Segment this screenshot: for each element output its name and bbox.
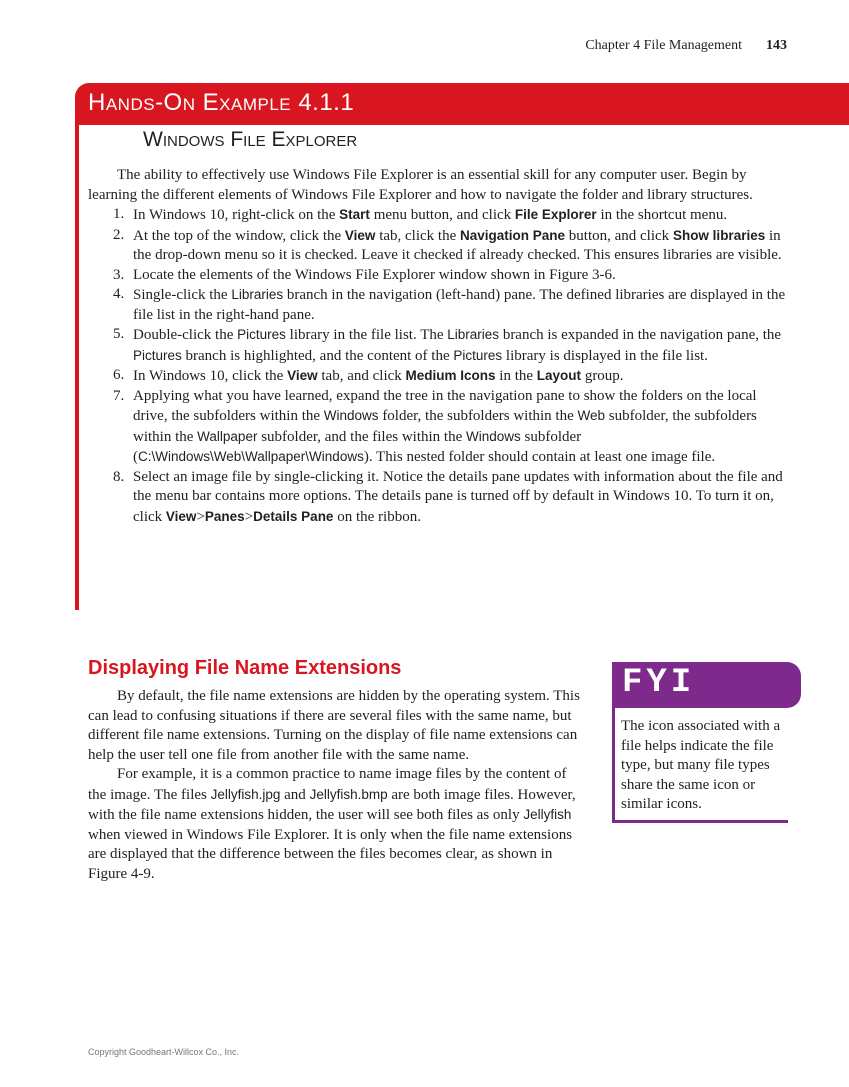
text-run: branch is highlighted, and the content of the	[181, 347, 454, 364]
text-run: branch in the navigation (left-hand) pane. The defined libraries are displayed in the file list in the right-hand pane.	[133, 287, 786, 323]
step-number: 5.	[113, 326, 125, 342]
section-paragraph	[88, 687, 586, 765]
page-number: 143	[766, 38, 787, 53]
fyi-text: The icon associated with a file helps indicate the file type, but many file types share the same icon or similar icons.	[621, 718, 781, 812]
text-run: on the ribbon.	[333, 508, 421, 525]
intro-paragraph: The ability to effectively use Windows File Explorer is an essential skill for any computer user. Begin by learning the different elements of Windows File Explorer and how to navigate the folder and library structures.	[88, 167, 753, 203]
path-term: Jellyfish.jpg	[210, 786, 281, 802]
ui-term: View	[165, 508, 197, 524]
step-item	[88, 226, 788, 266]
path-term: Web	[577, 408, 606, 423]
path-term: Windows	[323, 408, 379, 423]
step-number: 7.	[113, 387, 125, 404]
path-term: Pictures	[453, 347, 503, 363]
text-run: >	[244, 508, 254, 525]
example-body	[88, 166, 788, 527]
step-number: 4.	[113, 286, 125, 302]
banner-title: Hands-On Example 4.1.1	[88, 89, 355, 116]
step-number: 6.	[113, 367, 125, 383]
text-run: In Windows 10, click the	[133, 368, 288, 384]
path-term: Libraries	[231, 287, 284, 302]
text-run: >	[196, 508, 205, 525]
fyi-title: FYI	[622, 664, 696, 702]
fyi-header	[612, 662, 801, 708]
ui-term: File Explorer	[514, 207, 597, 222]
example-subtitle: Windows File Explorer	[143, 128, 358, 151]
text-run: Double-click the	[133, 327, 238, 343]
ui-term: Start	[339, 207, 370, 222]
text-run: tab, and click	[317, 368, 406, 384]
ui-term: Navigation Pane	[460, 227, 566, 243]
text-run: At the top of the window, click the	[133, 227, 345, 244]
text-run: library in the file list. The	[285, 327, 448, 343]
fyi-bottom-rule	[612, 820, 788, 823]
steps-list	[88, 205, 788, 527]
text-run: folder, the subfolders within the	[378, 408, 578, 424]
step-item	[88, 366, 788, 387]
text-run: ). This nested folder should contain at least one image file.	[363, 449, 716, 465]
step-item	[88, 205, 788, 226]
step-item	[88, 266, 788, 286]
copyright-footer: Copyright Goodheart-Willcox Co., Inc.	[88, 1047, 240, 1057]
text-run: Single-click the	[133, 287, 232, 303]
step-item	[88, 387, 788, 468]
step-item	[88, 325, 788, 366]
step-number: 8.	[113, 468, 125, 485]
ui-term: Show libraries	[672, 227, 766, 243]
chapter-title: Chapter 4 File Management	[585, 38, 742, 53]
text-run: tab, click the	[375, 227, 460, 244]
path-term: Jellyfish.bmp	[309, 786, 388, 802]
step-item	[88, 468, 788, 528]
text-run: button, and click	[565, 227, 673, 244]
text-run: In Windows 10, right-click on the	[133, 207, 340, 223]
ui-term: View	[344, 227, 376, 243]
text-run: group.	[581, 368, 624, 384]
text-run: in the	[495, 368, 537, 384]
text-run: subfolder (	[133, 428, 582, 465]
text-run: subfolder, the subfolders within the	[133, 408, 757, 445]
text-run: By default, the file name extensions are hidden by the operating system. This can lead to confusing situations if there are several files with the same name, but different file name extensions. Turning on the display of file name extensions can help the user tell one file from another file with the same name.	[88, 688, 580, 763]
text-run: library is displayed in the file list.	[502, 347, 708, 364]
step-number: 1.	[113, 206, 125, 222]
text-run: Applying what you have learned, expand the tree in the navigation pane to show the folders on the local drive, the subfolders within the	[133, 387, 757, 424]
text-run: subfolder, and the files within the	[257, 428, 466, 445]
path-term: Wallpaper	[197, 428, 258, 444]
text-run: and	[280, 786, 310, 803]
text-run: when viewed in Windows File Explorer. It is only when the file name extensions are displayed that the difference between the files becomes clear, as shown in Figure 4-9.	[88, 826, 573, 882]
text-run: For example, it is a common practice to name image files by the content of the image. The files	[88, 766, 567, 803]
path-term: Libraries	[447, 327, 500, 342]
step-number: 2.	[113, 226, 125, 243]
path-term: Pictures	[237, 327, 286, 342]
section-body	[88, 687, 586, 884]
section-heading: Displaying File Name Extensions	[88, 657, 402, 679]
text-run: Select an image file by single-clicking it. Notice the details pane updates with information about the file and the menu bar contains more options. The details pane is turned off by default in Windows 10. To turn it on, click	[133, 468, 783, 525]
path-term: Jellyfish	[523, 807, 572, 822]
ui-term: Medium Icons	[405, 368, 496, 383]
path-term: Windows	[465, 428, 521, 444]
text-run: in the shortcut menu.	[596, 207, 728, 223]
ui-term: Details Pane	[253, 508, 334, 524]
step-number: 3.	[113, 266, 125, 283]
text-run: in the drop-down menu so it is checked. Leave it checked if already checked. This ensures libraries are visible.	[133, 227, 782, 263]
hands-on-banner	[75, 83, 849, 125]
ui-term: Layout	[536, 368, 582, 383]
text-run: branch is expanded in the navigation pane, the	[499, 327, 782, 343]
step-item	[88, 285, 788, 325]
text-run: menu button, and click	[369, 207, 515, 223]
ui-term: View	[287, 368, 318, 383]
text-run: Locate the elements of the Windows File Explorer window shown in Figure 3-6.	[133, 266, 616, 283]
ui-term: Panes	[204, 508, 245, 524]
text-run: are both image files. However, with the file name extensions hidden, the user will see both files as only	[88, 786, 576, 823]
section-paragraph	[88, 765, 586, 884]
fyi-rule	[612, 708, 615, 823]
banner-rule	[75, 120, 79, 610]
running-head	[585, 38, 787, 54]
path-term: Pictures	[133, 347, 182, 363]
path-term: C:\Windows\Web\Wallpaper\Windows	[138, 449, 364, 464]
